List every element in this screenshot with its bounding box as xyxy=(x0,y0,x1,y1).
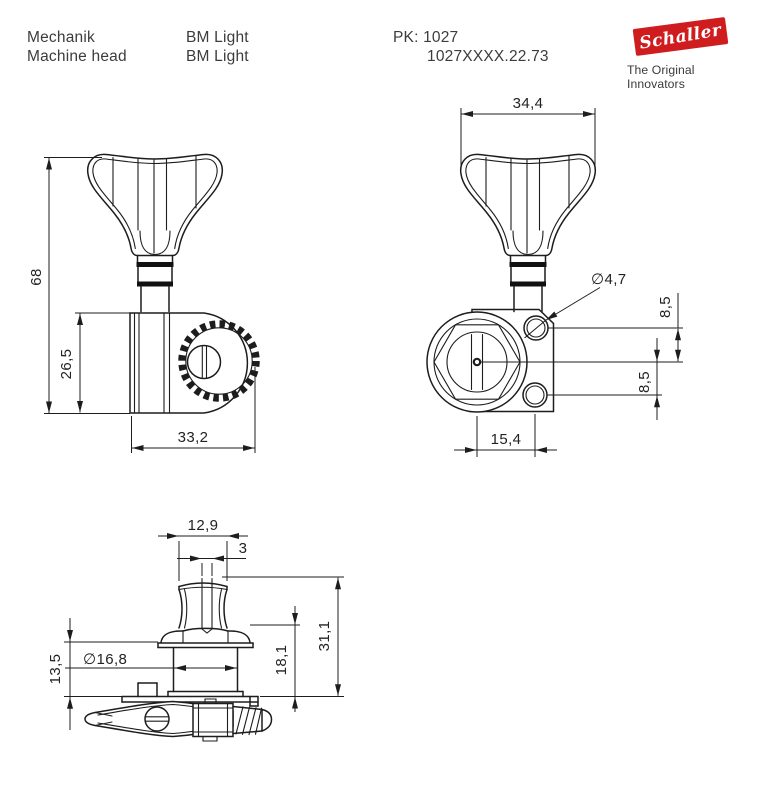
wing-button-front xyxy=(461,154,596,311)
dim-overall-height xyxy=(222,577,344,697)
worm-screw xyxy=(193,699,272,741)
dim-label-31-1: 31,1 xyxy=(316,620,333,652)
dim-hole-horizontal-offset xyxy=(454,414,557,457)
dim-lower-hole-offset xyxy=(636,338,657,420)
order-number: 1027XXXX.22.73 xyxy=(427,48,549,65)
schaller-logo-text: Schaller xyxy=(638,19,723,54)
dim-label-4-7: ∅4,7 xyxy=(591,271,627,288)
label-de: Mechanik xyxy=(27,29,95,46)
post-end-washer xyxy=(188,346,221,379)
logo-tagline: The Original Innovators xyxy=(627,63,695,91)
dim-label-8-5-lower: 8,5 xyxy=(636,370,653,394)
string-post xyxy=(179,579,227,634)
dim-string-slot xyxy=(177,540,247,576)
top-view xyxy=(47,517,344,741)
pk-number: PK: 1027 xyxy=(393,29,459,46)
dim-label-16-8: ∅16,8 xyxy=(83,651,128,668)
wing-screw-head xyxy=(145,707,169,731)
dim-label-34-4: 34,4 xyxy=(512,95,544,112)
dim-label-26-5: 26,5 xyxy=(58,348,75,380)
label-en: Machine head xyxy=(27,48,127,65)
dim-housing-height xyxy=(58,313,130,413)
center-point xyxy=(474,359,480,365)
bushing xyxy=(158,628,253,696)
dim-label-13-5: 13,5 xyxy=(47,653,64,685)
dim-label-3: 3 xyxy=(238,540,248,557)
dim-bushing-dia xyxy=(65,651,238,668)
dim-post-head-width xyxy=(158,517,248,581)
dim-upper-hole-offset xyxy=(657,293,678,361)
dim-label-8-5-upper: 8,5 xyxy=(657,295,674,319)
wing-button-side xyxy=(88,154,223,311)
dim-label-33-2: 33,2 xyxy=(177,429,209,446)
dim-label-18-1: 18,1 xyxy=(273,644,290,676)
dim-label-12-9: 12,9 xyxy=(187,517,219,534)
model-line1: BM Light xyxy=(186,29,249,46)
dim-label-15-4: 15,4 xyxy=(490,431,522,448)
front-view xyxy=(427,95,683,457)
model-line2: BM Light xyxy=(186,48,249,65)
side-view xyxy=(28,154,256,453)
dim-label-68: 68 xyxy=(28,268,45,286)
